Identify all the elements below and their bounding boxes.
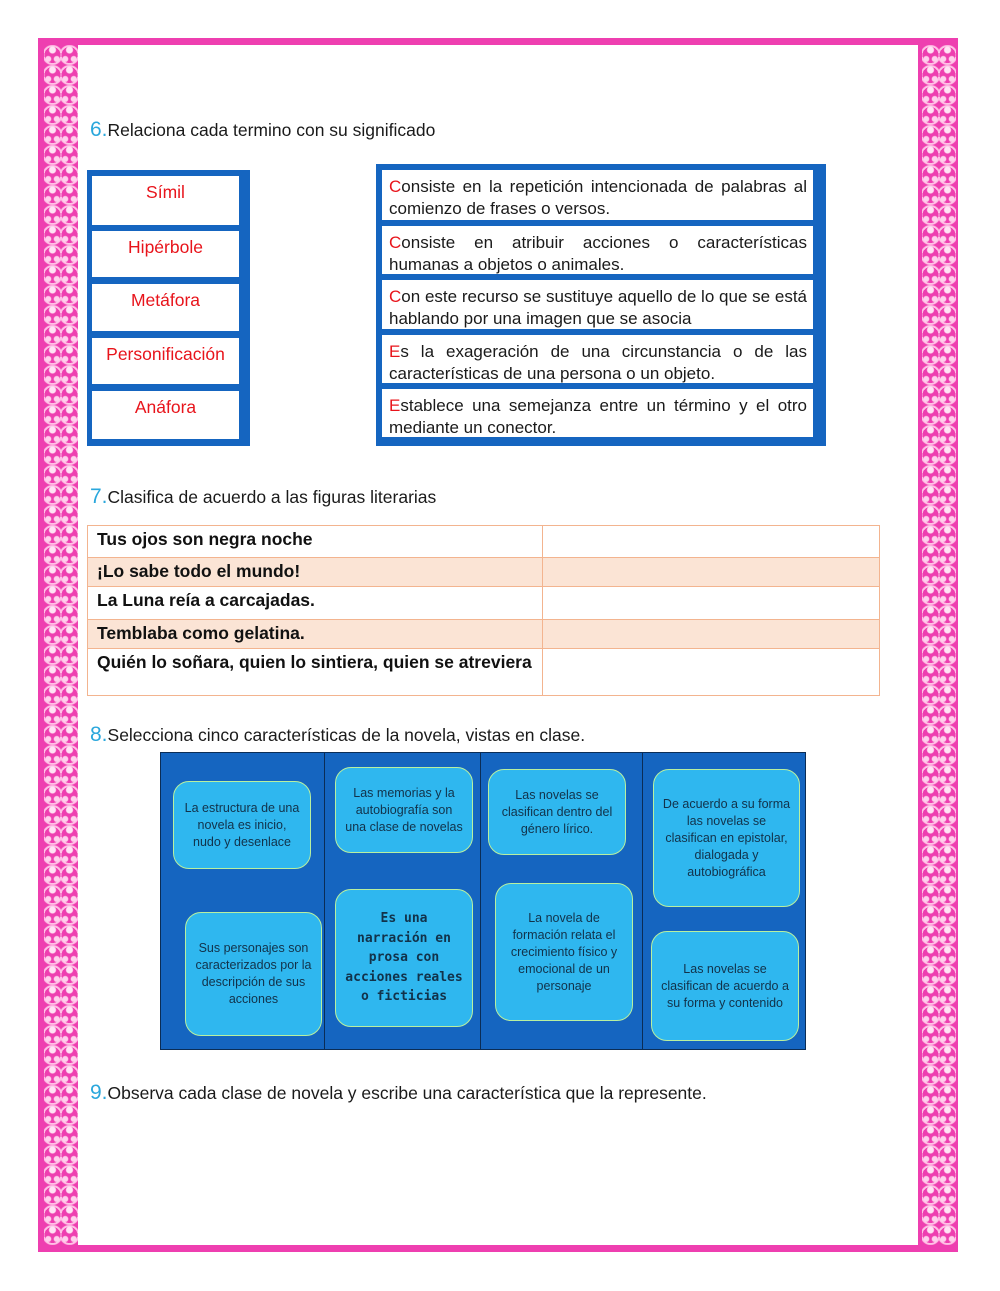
classification-table	[87, 525, 880, 696]
table-row	[88, 587, 880, 620]
table-row	[88, 558, 880, 587]
question-6-heading	[90, 118, 435, 142]
definition-2[interactable]: Consiste en atribuir acciones o características humanas a objetos o animales.	[382, 226, 813, 274]
phrase-cell: Tus ojos son negra noche	[88, 526, 543, 558]
card-lyric-genre[interactable]: Las novelas se clasifican dentro del género lírico.	[488, 769, 626, 855]
definitions-column	[376, 164, 826, 446]
table-row	[88, 526, 880, 558]
question-7-heading	[90, 485, 436, 509]
board-divider	[642, 753, 643, 1049]
term-personificacion[interactable]: Personificación	[92, 338, 239, 384]
answer-cell[interactable]	[543, 649, 880, 696]
table-row	[88, 620, 880, 649]
board-divider	[480, 753, 481, 1049]
answer-cell[interactable]	[543, 587, 880, 620]
phrase-cell: Quién lo soñara, quien lo sintiera, quien se atreviera	[88, 649, 543, 696]
question-9-heading	[90, 1081, 707, 1105]
question-8-heading	[90, 723, 585, 747]
question-6-number: 6.	[90, 118, 108, 141]
floral-border-left	[44, 45, 78, 1245]
characteristics-board	[160, 752, 806, 1050]
phrase-cell: ¡Lo sabe todo el mundo!	[88, 558, 543, 587]
term-hiperbole[interactable]: Hipérbole	[92, 231, 239, 277]
question-6-text: Relaciona cada termino con su significado	[107, 120, 436, 140]
answer-cell[interactable]	[543, 620, 880, 649]
phrase-cell: Temblaba como gelatina.	[88, 620, 543, 649]
answer-cell[interactable]	[543, 558, 880, 587]
question-9-text: Observa cada clase de novela y escribe una característica que la represente.	[107, 1083, 707, 1103]
question-8-text: Selecciona cinco características de la novela, vistas en clase.	[107, 725, 586, 745]
table-row	[88, 649, 880, 696]
terms-column	[87, 170, 250, 446]
definition-4[interactable]: Es la exageración de una circunstancia o de las características de una persona o un objeto.	[382, 335, 813, 383]
answer-cell[interactable]	[543, 526, 880, 558]
question-9-number: 9.	[90, 1081, 108, 1104]
phrase-cell: La Luna reía a carcajadas.	[88, 587, 543, 620]
card-structure[interactable]: La estructura de una novela es inicio, nudo y desenlace	[173, 781, 311, 869]
definition-1[interactable]: Consiste en la repetición intencionada de palabras al comienzo de frases o versos.	[382, 170, 813, 220]
question-8-number: 8.	[90, 723, 108, 746]
card-form-content[interactable]: Las novelas se clasifican de acuerdo a su forma y contenido	[651, 931, 799, 1041]
definition-3[interactable]: Con este recurso se sustituye aquello de lo que se está hablando por una imagen que se asocia	[382, 280, 813, 329]
card-memoirs[interactable]: Las memorias y la autobiografía son una clase de novelas	[335, 767, 473, 853]
term-anafora[interactable]: Anáfora	[92, 391, 239, 439]
board-divider	[324, 753, 325, 1049]
card-form-classification[interactable]: De acuerdo a su forma las novelas se clasifican en epistolar, dialogada y autobiográfica	[653, 769, 800, 907]
card-characters[interactable]: Sus personajes son caracterizados por la descripción de sus acciones	[185, 912, 322, 1036]
card-prose-narration[interactable]: Es una narración en prosa con acciones reales o ficticias	[335, 889, 473, 1027]
card-formation-novel[interactable]: La novela de formación relata el crecimiento físico y emocional de un personaje	[495, 883, 633, 1021]
floral-border-right	[922, 45, 956, 1245]
definition-5[interactable]: Establece una semejanza entre un término y el otro mediante un conector.	[382, 389, 813, 437]
question-7-text: Clasifica de acuerdo a las figuras literarias	[107, 487, 437, 507]
question-7-number: 7.	[90, 485, 108, 508]
term-simil[interactable]: Símil	[92, 176, 239, 225]
term-metafora[interactable]: Metáfora	[92, 284, 239, 331]
